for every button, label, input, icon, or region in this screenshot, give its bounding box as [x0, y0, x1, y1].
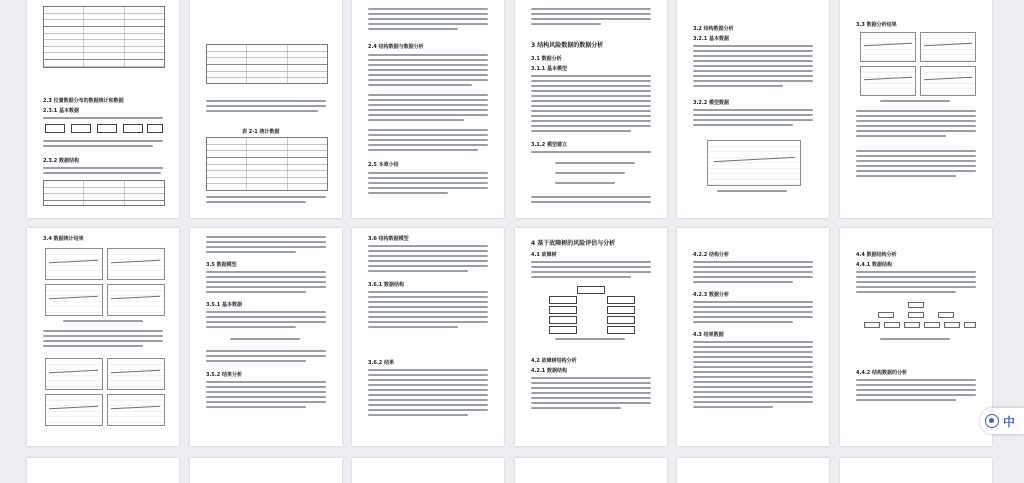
line-chart-figure [45, 394, 103, 426]
document-page [840, 0, 992, 218]
document-page [840, 458, 992, 483]
subsection-heading: 2.3.1 基本数据 [43, 108, 79, 114]
section-heading: 2.3 位置数据分布的数据统计和数据 [43, 98, 124, 104]
fault-tree-node [938, 312, 954, 318]
subsection-heading: 2.3.2 数据结构 [43, 158, 79, 164]
document-page [27, 458, 179, 483]
flowchart-box [123, 124, 143, 133]
document-page [352, 228, 504, 446]
subsection-heading: 4.2.1 数据结构 [531, 368, 567, 374]
line-chart-figure [860, 66, 916, 96]
subsection-heading: 3.5.2 结果分析 [206, 372, 242, 378]
line-chart-figure [107, 284, 165, 316]
fault-tree-node [924, 322, 940, 328]
subsection-heading: 3.2.2 模型数据 [693, 100, 729, 106]
section-heading: 3.5 数据模型 [206, 262, 237, 268]
flowchart-box [607, 306, 635, 314]
section-heading: 4.2 故障树结构分析 [531, 358, 577, 364]
document-page [352, 0, 504, 218]
line-chart-figure [45, 358, 103, 390]
section-heading: 4.4 数据结构分析 [856, 252, 897, 258]
flowchart-box [607, 316, 635, 324]
subsection-heading: 3.6.2 结果 [368, 360, 394, 366]
section-heading: 3.2 结构数据分析 [693, 26, 734, 32]
line-chart-figure [45, 284, 103, 316]
document-page [677, 458, 829, 483]
data-table [206, 44, 328, 84]
flowchart-box [607, 326, 635, 334]
section-heading: 4.3 结果数据 [693, 332, 724, 338]
section-heading: 3.4 数据统计结果 [43, 236, 84, 242]
fault-tree-node [908, 302, 924, 308]
fault-tree-node [908, 312, 924, 318]
language-toggle[interactable]: 中 [1003, 414, 1016, 429]
subsection-heading: 3.5.1 基本数据 [206, 302, 242, 308]
subsection-heading: 3.1.1 基本模型 [531, 66, 567, 72]
flowchart-box [549, 326, 577, 334]
subsection-heading: 3.1.2 模型建立 [531, 142, 567, 148]
subsection-heading: 3.2.1 基本数据 [693, 36, 729, 42]
document-page [190, 458, 342, 483]
flowchart-box [71, 124, 91, 133]
subsection-heading: 4.2.2 结构分析 [693, 252, 729, 258]
assistant-icon[interactable] [985, 414, 999, 428]
document-page [515, 228, 667, 446]
subsection-heading: 3.6.1 数据结构 [368, 282, 404, 288]
flowchart-box [607, 296, 635, 304]
flowchart-box [549, 306, 577, 314]
section-heading: 3.6 结构数据模型 [368, 236, 409, 242]
floating-toolbar[interactable] [980, 408, 1024, 434]
document-page [27, 0, 179, 218]
line-chart-figure [45, 248, 103, 280]
line-chart-figure [707, 140, 801, 186]
document-page [515, 0, 667, 218]
line-chart-figure [920, 66, 976, 96]
document-page [677, 0, 829, 218]
table-caption: 表 2-1 统计数据 [242, 129, 280, 135]
line-chart-figure [107, 248, 165, 280]
flowchart-box [45, 124, 65, 133]
document-page [190, 0, 342, 218]
document-page [352, 458, 504, 483]
section-heading: 2.5 本章小结 [368, 162, 399, 168]
document-page [677, 228, 829, 446]
section-heading: 2.4 结构数据与数据分析 [368, 44, 424, 50]
subsection-heading: 4.4.1 数据结构 [856, 262, 892, 268]
line-chart-figure [920, 32, 976, 62]
line-chart-figure [107, 358, 165, 390]
section-heading: 3.1 数据分析 [531, 56, 562, 62]
flowchart-box [549, 296, 577, 304]
data-table [43, 180, 165, 206]
section-heading: 3.3 数据分析结果 [856, 22, 897, 28]
document-page [190, 228, 342, 446]
section-heading: 4.1 故障树 [531, 252, 557, 258]
flowchart-box [577, 286, 605, 294]
chapter-heading: 4 基于故障树的风险评估与分析 [531, 240, 616, 247]
flowchart-box [97, 124, 117, 133]
document-page [27, 228, 179, 446]
document-page [840, 228, 992, 446]
line-chart-figure [860, 32, 916, 62]
document-page [515, 458, 667, 483]
line-chart-figure [107, 394, 165, 426]
fault-tree-node [864, 322, 880, 328]
fault-tree-node [904, 322, 920, 328]
flowchart-box [147, 124, 163, 133]
fault-tree-node [964, 322, 976, 328]
subsection-heading: 4.2.3 数据分析 [693, 292, 729, 298]
fault-tree-node [884, 322, 900, 328]
flowchart-box [549, 316, 577, 324]
data-table [43, 6, 165, 68]
fault-tree-node [878, 312, 894, 318]
chapter-heading: 3 结构风险数据的数据分析 [531, 42, 604, 49]
fault-tree-node [944, 322, 960, 328]
subsection-heading: 4.4.2 结构数据的分析 [856, 370, 907, 376]
data-table [206, 137, 328, 191]
